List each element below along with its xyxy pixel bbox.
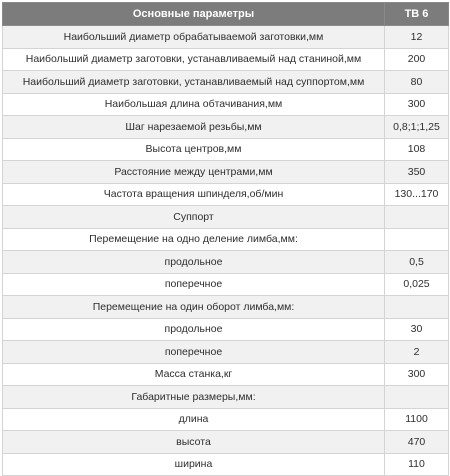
- table-row: [3, 251, 449, 274]
- value-cell: 300: [385, 93, 449, 116]
- value-cell: 0,5: [385, 251, 449, 274]
- value-cell: 1100: [385, 408, 449, 431]
- table-row: [3, 363, 449, 386]
- table-row: [3, 453, 449, 476]
- param-cell: поперечное: [3, 341, 385, 364]
- param-cell: Высота центров,мм: [3, 138, 385, 161]
- value-cell: 0,025: [385, 273, 449, 296]
- table-row: [3, 48, 449, 71]
- value-cell: 108: [385, 138, 449, 161]
- value-cell: [385, 228, 449, 251]
- table-row: [3, 228, 449, 251]
- table-row: [3, 161, 449, 184]
- param-cell: продольное: [3, 251, 385, 274]
- value-cell: [385, 296, 449, 319]
- param-cell: поперечное: [3, 273, 385, 296]
- value-cell: [385, 206, 449, 229]
- param-cell: Наибольший диаметр заготовки, устанавливаемый над суппортом,мм: [3, 71, 385, 94]
- param-cell: Суппорт: [3, 206, 385, 229]
- spec-table: [2, 2, 449, 476]
- param-cell: Наибольший диаметр обрабатываемой заготовки,мм: [3, 26, 385, 49]
- table-row: [3, 386, 449, 409]
- value-cell: 30: [385, 318, 449, 341]
- table-row: [3, 318, 449, 341]
- param-cell: Масса станка,кг: [3, 363, 385, 386]
- param-cell: Наибольшая длина обтачивания,мм: [3, 93, 385, 116]
- table-row: [3, 116, 449, 139]
- table-row: [3, 296, 449, 319]
- header-param: Основные параметры: [3, 3, 385, 26]
- table-row: [3, 341, 449, 364]
- value-cell: 0,8;1;1,25: [385, 116, 449, 139]
- param-cell: длина: [3, 408, 385, 431]
- param-cell: Шаг нарезаемой резьбы,мм: [3, 116, 385, 139]
- value-cell: 200: [385, 48, 449, 71]
- table-row: [3, 138, 449, 161]
- value-cell: 12: [385, 26, 449, 49]
- table-row: [3, 26, 449, 49]
- table-row: [3, 408, 449, 431]
- param-cell: высота: [3, 431, 385, 454]
- param-cell: Перемещение на один оборот лимба,мм:: [3, 296, 385, 319]
- value-cell: [385, 386, 449, 409]
- value-cell: 300: [385, 363, 449, 386]
- header-row: [3, 3, 449, 26]
- param-cell: Габаритные размеры,мм:: [3, 386, 385, 409]
- param-cell: Перемещение на одно деление лимба,мм:: [3, 228, 385, 251]
- table-row: [3, 273, 449, 296]
- param-cell: ширина: [3, 453, 385, 476]
- table-row: [3, 183, 449, 206]
- param-cell: Частота вращения шпинделя,об/мин: [3, 183, 385, 206]
- param-cell: Расстояние между центрами,мм: [3, 161, 385, 184]
- table-row: [3, 206, 449, 229]
- value-cell: 110: [385, 453, 449, 476]
- header-value: ТВ 6: [385, 3, 449, 26]
- value-cell: 470: [385, 431, 449, 454]
- table-row: [3, 93, 449, 116]
- param-cell: продольное: [3, 318, 385, 341]
- param-cell: Наибольший диаметр заготовки, устанавливаемый над станиной,мм: [3, 48, 385, 71]
- value-cell: 130...170: [385, 183, 449, 206]
- table-row: [3, 431, 449, 454]
- value-cell: 80: [385, 71, 449, 94]
- value-cell: 2: [385, 341, 449, 364]
- table-row: [3, 71, 449, 94]
- value-cell: 350: [385, 161, 449, 184]
